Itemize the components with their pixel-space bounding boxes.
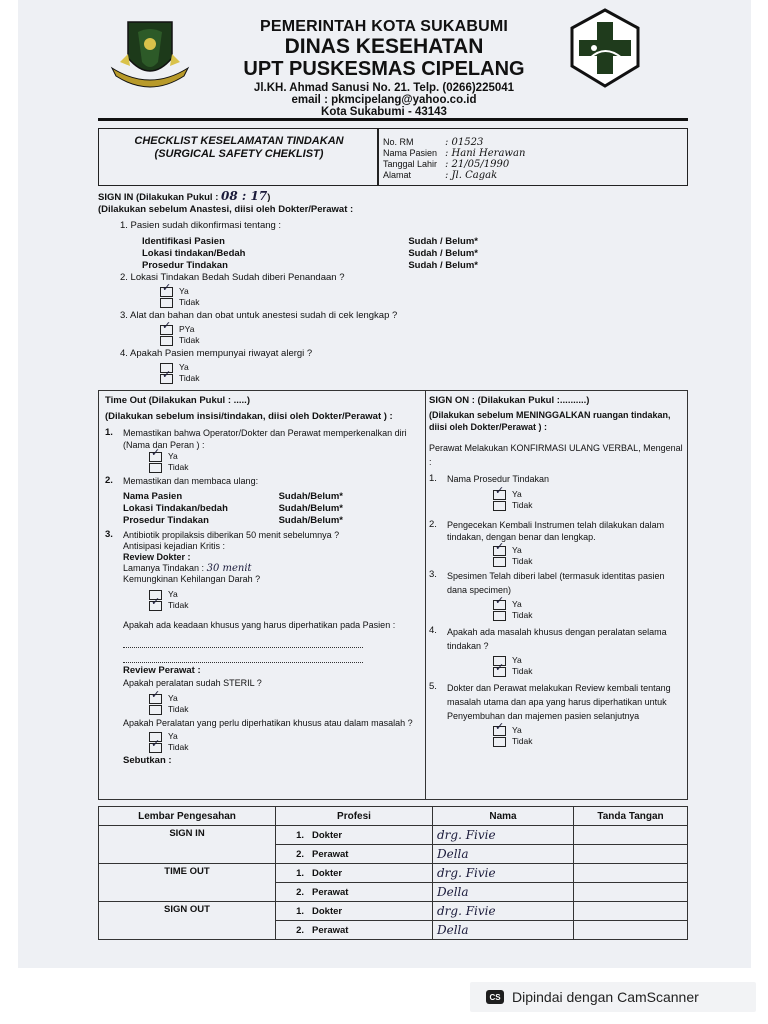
- q2-item-value: Sudah/Belum*: [278, 491, 343, 502]
- checklist-title-box: [98, 128, 688, 186]
- sign-in-q4: 4. Apakah Pasien mempunyai riwayat alergi ?: [120, 348, 313, 359]
- option-label: Ya: [168, 731, 178, 741]
- option-row: [160, 373, 688, 384]
- option-label: Tidak: [179, 373, 200, 383]
- option-label: Ya: [179, 286, 189, 296]
- q1-item-label: Identifikasi Pasien: [142, 236, 225, 247]
- checkbox-checked[interactable]: [160, 374, 173, 384]
- option-label: Tidak: [512, 666, 533, 676]
- nama-cell: drg. Fivie: [433, 826, 574, 845]
- q3-lamanya-value: 30 menit: [206, 563, 252, 574]
- sign-in-q1: 1. Pasien sudah dikonfirmasi tentang :: [120, 220, 282, 231]
- signature-cell[interactable]: [574, 864, 688, 883]
- patient-info-row: [383, 170, 525, 181]
- signature-cell[interactable]: [574, 902, 688, 921]
- option-label: Ya: [512, 725, 522, 735]
- patient-info-row: [383, 137, 525, 148]
- option-label: Tidak: [168, 600, 189, 610]
- profesi-cell: [276, 921, 433, 940]
- checkbox[interactable]: [493, 737, 506, 747]
- q1-item: [142, 248, 478, 260]
- q2-item-value: Sudah/Belum*: [278, 503, 343, 514]
- table-header-row: [99, 807, 688, 826]
- option-row: [149, 693, 421, 704]
- nama-cell: Della: [433, 921, 574, 940]
- time-out-special: Apakah ada keadaan khusus yang harus diperhatikan pada Pasien :: [123, 620, 396, 630]
- time-out-q2: [105, 475, 421, 487]
- time-out-q3-text: Antibiotik propilaksis diberikan 50 menit sebelumnya ?: [123, 530, 340, 540]
- option-row: [149, 451, 421, 462]
- table-row: [99, 864, 688, 883]
- item-number: 5.: [429, 681, 437, 692]
- patient-info-value: : Jl. Cagak: [445, 170, 498, 181]
- phase-cell: TIME OUT: [99, 864, 276, 902]
- column-header: Nama: [433, 807, 574, 826]
- approval-table: [98, 806, 688, 940]
- row-number: 2.: [296, 848, 304, 860]
- letterhead-line-1: PEMERINTAH KOTA SUKABUMI: [259, 18, 509, 35]
- checkbox-checked[interactable]: [160, 325, 173, 335]
- checkbox-checked[interactable]: [149, 452, 162, 462]
- peralatan-question: Apakah Peralatan yang perlu diperhatikan khusus atau dalam masalah ?: [123, 718, 413, 728]
- sign-on-q3-options: [493, 599, 683, 621]
- checkbox-checked[interactable]: [149, 601, 162, 611]
- letterhead: [200, 18, 568, 118]
- signature-cell[interactable]: [574, 883, 688, 902]
- item-number: 1.: [105, 427, 113, 438]
- sign-in-heading-text: SIGN IN (Dilakukan Pukul :: [98, 192, 219, 203]
- time-out-q1-text: Memastikan bahwa Operator/Dokter dan Perawat memperkenalkan diri (Nama dan Peran ) :: [123, 428, 407, 450]
- checkbox-checked[interactable]: [149, 743, 162, 753]
- sign-in-heading-end: ): [267, 192, 271, 203]
- q3-darah: Kemungkinan Kehilangan Darah ?: [123, 574, 261, 584]
- sign-in-subheading: (Dilakukan sebelum Anastesi, diisi oleh Dokter/Perawat :: [98, 204, 354, 215]
- option-row: [493, 556, 683, 567]
- sebutkan: Sebutkan :: [123, 755, 172, 766]
- option-row: [493, 655, 683, 666]
- profesi-cell: [276, 883, 433, 902]
- row-number: 1.: [296, 867, 304, 879]
- sign-in-heading: [98, 190, 688, 204]
- sign-on-q3-text: Spesimen Telah diberi label (termasuk identitas pasien dana specimen): [447, 571, 665, 595]
- letterhead-address: Jl.KH. Ahmad Sanusi No. 21. Telp. (0266)225041: [253, 82, 515, 94]
- q3-review-dokter: Review Dokter :: [123, 552, 191, 562]
- q1-item-label: Lokasi tindakan/Bedah: [142, 248, 246, 259]
- phase-cell: SIGN OUT: [99, 902, 276, 940]
- option-label: Tidak: [512, 736, 533, 746]
- checkbox[interactable]: [493, 557, 506, 567]
- option-row: [160, 324, 688, 335]
- option-row: [493, 489, 683, 500]
- q1-item: [142, 236, 478, 248]
- patient-info-value: : 21/05/1990: [445, 159, 510, 170]
- option-row: [160, 362, 688, 373]
- checkbox-checked[interactable]: [493, 726, 506, 736]
- option-label: Ya: [512, 489, 522, 499]
- item-number: 3.: [429, 569, 437, 580]
- q3-lamanya: [123, 563, 421, 574]
- table-row: [99, 826, 688, 845]
- option-row: [160, 335, 688, 346]
- sign-on-q4-options: [493, 655, 683, 677]
- column-divider: [425, 391, 426, 799]
- patient-info-row: [383, 148, 525, 159]
- health-cross-icon: [564, 8, 646, 90]
- option-label: Tidak: [168, 462, 189, 472]
- patient-info-label: Tanggal Lahir: [383, 159, 438, 169]
- signature-cell[interactable]: [574, 845, 688, 864]
- option-label: Tidak: [168, 704, 189, 714]
- option-row: [493, 599, 683, 610]
- option-label: Ya: [168, 589, 178, 599]
- item-number: 3.: [105, 529, 113, 540]
- time-out-q1-options: [149, 451, 421, 473]
- sign-on-q2-text: Pengecekan Kembali Instrumen telah dilakukan dalam tindakan, dengan benar dan lengkap.: [447, 520, 665, 542]
- option-label: Tidak: [179, 335, 200, 345]
- peralatan-options: [149, 731, 421, 753]
- review-perawat: Review Perawat :: [123, 665, 201, 676]
- row-number: 1.: [296, 829, 304, 841]
- row-number: 1.: [296, 905, 304, 917]
- checklist-title-line-1: CHECKLIST KESELAMATAN TINDAKAN: [134, 135, 344, 147]
- sign-in-q2-options: [160, 286, 688, 308]
- checkbox[interactable]: [493, 501, 506, 511]
- sign-in-time: 08 : 17: [221, 189, 268, 203]
- column-header: Profesi: [276, 807, 433, 826]
- sign-on-q2-options: [493, 545, 683, 567]
- sign-on-section: [429, 395, 683, 747]
- camscanner-logo-icon: CS: [486, 990, 504, 1004]
- table-row: [99, 902, 688, 921]
- option-row: [149, 462, 421, 473]
- patient-info-label: No. RM: [383, 137, 414, 147]
- title-box-divider: [377, 129, 379, 185]
- q2-item-label: Nama Pasien: [123, 491, 183, 502]
- column-header: Lembar Pengesahan: [99, 807, 276, 826]
- signature-cell[interactable]: [574, 826, 688, 845]
- time-out-q2-text: Memastikan dan membaca ulang:: [123, 476, 259, 486]
- q1-item-value: Sudah / Belum*: [408, 236, 478, 247]
- time-out-q3: [105, 529, 421, 541]
- patient-info-row: [383, 159, 525, 170]
- option-label: Tidak: [512, 610, 533, 620]
- q2-item: [123, 491, 343, 503]
- profesi-text: Dokter: [312, 905, 343, 917]
- patient-info: [383, 137, 525, 181]
- camscanner-watermark: [470, 982, 756, 1012]
- option-label: Tidak: [179, 297, 200, 307]
- sign-in-q1-items: [142, 236, 478, 272]
- city-crest-icon: [108, 18, 192, 88]
- sign-on-q4-text: Apakah ada masalah khusus dengan peralatan selama tindakan ?: [447, 627, 667, 651]
- option-row: [149, 742, 421, 753]
- option-label: PYa: [179, 324, 195, 334]
- q1-item-value: Sudah / Belum*: [408, 260, 478, 271]
- profesi-cell: [276, 826, 433, 845]
- sign-on-q3: [429, 569, 683, 597]
- checkbox[interactable]: [149, 705, 162, 715]
- checkbox[interactable]: [160, 336, 173, 346]
- sign-in-q2: 2. Lokasi Tindakan Bedah Sudah diberi Penandaan ?: [120, 272, 345, 283]
- patient-info-label: Alamat: [383, 170, 412, 180]
- checkbox-checked[interactable]: [160, 287, 173, 297]
- sign-on-q1-options: [493, 489, 683, 511]
- checklist-title-line-2: (SURGICAL SAFETY CHEKLIST): [154, 148, 324, 160]
- option-label: Ya: [512, 545, 522, 555]
- sign-in-q3-options: [160, 324, 688, 346]
- sign-on-q1: [429, 473, 683, 485]
- item-number: 2.: [105, 475, 113, 486]
- patient-info-label: Nama Pasien: [383, 148, 438, 158]
- option-label: Tidak: [512, 500, 533, 510]
- option-row: [149, 704, 421, 715]
- sign-on-q5-options: [493, 725, 683, 747]
- profesi-text: Perawat: [312, 924, 349, 936]
- sign-in-q3: 3. Alat dan bahan dan obat untuk anestesi sudah di cek lengkap ?: [120, 310, 398, 321]
- phase-cell: SIGN IN: [99, 826, 276, 864]
- q3-kritis: Antisipasi kejadian Kritis :: [123, 541, 226, 551]
- checkbox-checked[interactable]: [493, 546, 506, 556]
- q2-item: [123, 503, 343, 515]
- nama-cell: drg. Fivie: [433, 902, 574, 921]
- patient-info-value: : 01523: [445, 137, 484, 148]
- time-out-q2-items: [123, 491, 343, 527]
- checkbox[interactable]: [149, 463, 162, 473]
- sign-on-subheading: (Dilakukan sebelum MENINGGALKAN ruangan tindakan, diisi oleh Dokter/Perawat ) :: [429, 410, 671, 432]
- sign-on-q4: [429, 625, 683, 653]
- sign-on-intro: Perawat Melakukan KONFIRMASI ULANG VERBAL, Mengenal :: [429, 443, 683, 467]
- row-number: 2.: [296, 924, 304, 936]
- letterhead-line-3: UPT PUSKESMAS CIPELANG: [243, 58, 525, 80]
- q3-lamanya-label: Lamanya Tindakan :: [123, 563, 205, 573]
- time-out-section: [105, 395, 421, 767]
- q1-item: [142, 260, 478, 272]
- option-label: Ya: [179, 362, 189, 372]
- blank-line: [123, 637, 363, 648]
- option-row: [493, 736, 683, 747]
- checkbox-checked[interactable]: [493, 490, 506, 500]
- letterhead-email: email : pkmcipelang@yahoo.co.id: [291, 94, 477, 106]
- option-row: [493, 545, 683, 556]
- steril-question: Apakah peralatan sudah STERIL ?: [123, 678, 262, 688]
- option-row: [493, 500, 683, 511]
- checkbox-checked[interactable]: [493, 600, 506, 610]
- sign-on-q5-text: Dokter dan Perawat melakukan Review kembali tentang masalah utama dan apa yang harus diperhatikan untuk Penyembuhan dan majemen pasien selanjutnya: [447, 683, 671, 721]
- option-row: [493, 610, 683, 621]
- checklist-title: [109, 135, 369, 161]
- nama-cell: drg. Fivie: [433, 864, 574, 883]
- signature-cell[interactable]: [574, 921, 688, 940]
- q1-item-value: Sudah / Belum*: [408, 248, 478, 259]
- time-out-heading: Time Out (Dilakukan Pukul : .....): [105, 395, 250, 406]
- item-number: 1.: [429, 473, 437, 484]
- q2-item: [123, 515, 343, 527]
- time-out-sign-on-box: [98, 390, 688, 800]
- profesi-text: Perawat: [312, 848, 349, 860]
- item-number: 2.: [429, 519, 437, 530]
- checkbox[interactable]: [493, 611, 506, 621]
- column-header: Tanda Tangan: [574, 807, 688, 826]
- option-row: [149, 731, 421, 742]
- sign-in-q4-options: [160, 362, 688, 384]
- option-label: Ya: [512, 599, 522, 609]
- patient-info-value: : Hani Herawan: [445, 148, 526, 159]
- checkbox-checked[interactable]: [149, 694, 162, 704]
- checkbox-checked[interactable]: [493, 667, 506, 677]
- camscanner-text: Dipindai dengan CamScanner: [512, 989, 699, 1005]
- option-label: Tidak: [512, 556, 533, 566]
- time-out-subheading: (Dilakukan sebelum insisi/tindakan, diisi oleh Dokter/Perawat ) :: [105, 411, 393, 422]
- q1-item-label: Prosedur Tindakan: [142, 260, 228, 271]
- option-row: [160, 297, 688, 308]
- checkbox[interactable]: [160, 298, 173, 308]
- option-row: [149, 600, 421, 611]
- letterhead-city: Kota Sukabumi - 43143: [321, 106, 447, 118]
- sign-in-section: [98, 190, 688, 384]
- profesi-cell: [276, 845, 433, 864]
- option-label: Ya: [168, 693, 178, 703]
- nama-cell: Della: [433, 845, 574, 864]
- option-row: [160, 286, 688, 297]
- option-row: [493, 666, 683, 677]
- sign-on-q2: [429, 519, 683, 543]
- header-rule: [98, 118, 688, 121]
- option-row: [149, 589, 421, 600]
- profesi-text: Dokter: [312, 867, 343, 879]
- nama-cell: Della: [433, 883, 574, 902]
- option-row: [493, 725, 683, 736]
- profesi-cell: [276, 902, 433, 921]
- time-out-q3-details: [123, 541, 421, 585]
- profesi-cell: [276, 864, 433, 883]
- q2-item-value: Sudah/Belum*: [278, 515, 343, 526]
- q2-item-label: Prosedur Tindakan: [123, 515, 209, 526]
- item-number: 4.: [429, 625, 437, 636]
- steril-options: [149, 693, 421, 715]
- option-label: Tidak: [168, 742, 189, 752]
- option-label: Ya: [512, 655, 522, 665]
- profesi-text: Dokter: [312, 829, 343, 841]
- option-label: Ya: [168, 451, 178, 461]
- blank-line: [123, 652, 363, 663]
- letterhead-line-2: DINAS KESEHATAN: [284, 35, 484, 58]
- sign-on-q1-text: Nama Prosedur Tindakan: [447, 474, 550, 484]
- row-number: 2.: [296, 886, 304, 898]
- profesi-text: Perawat: [312, 886, 349, 898]
- q2-item-label: Lokasi Tindakan/bedah: [123, 503, 228, 514]
- sign-on-heading: SIGN ON : (Dilakukan Pukul :..........): [429, 395, 590, 406]
- sign-on-q5: [429, 681, 683, 723]
- time-out-q3-options: [149, 589, 421, 611]
